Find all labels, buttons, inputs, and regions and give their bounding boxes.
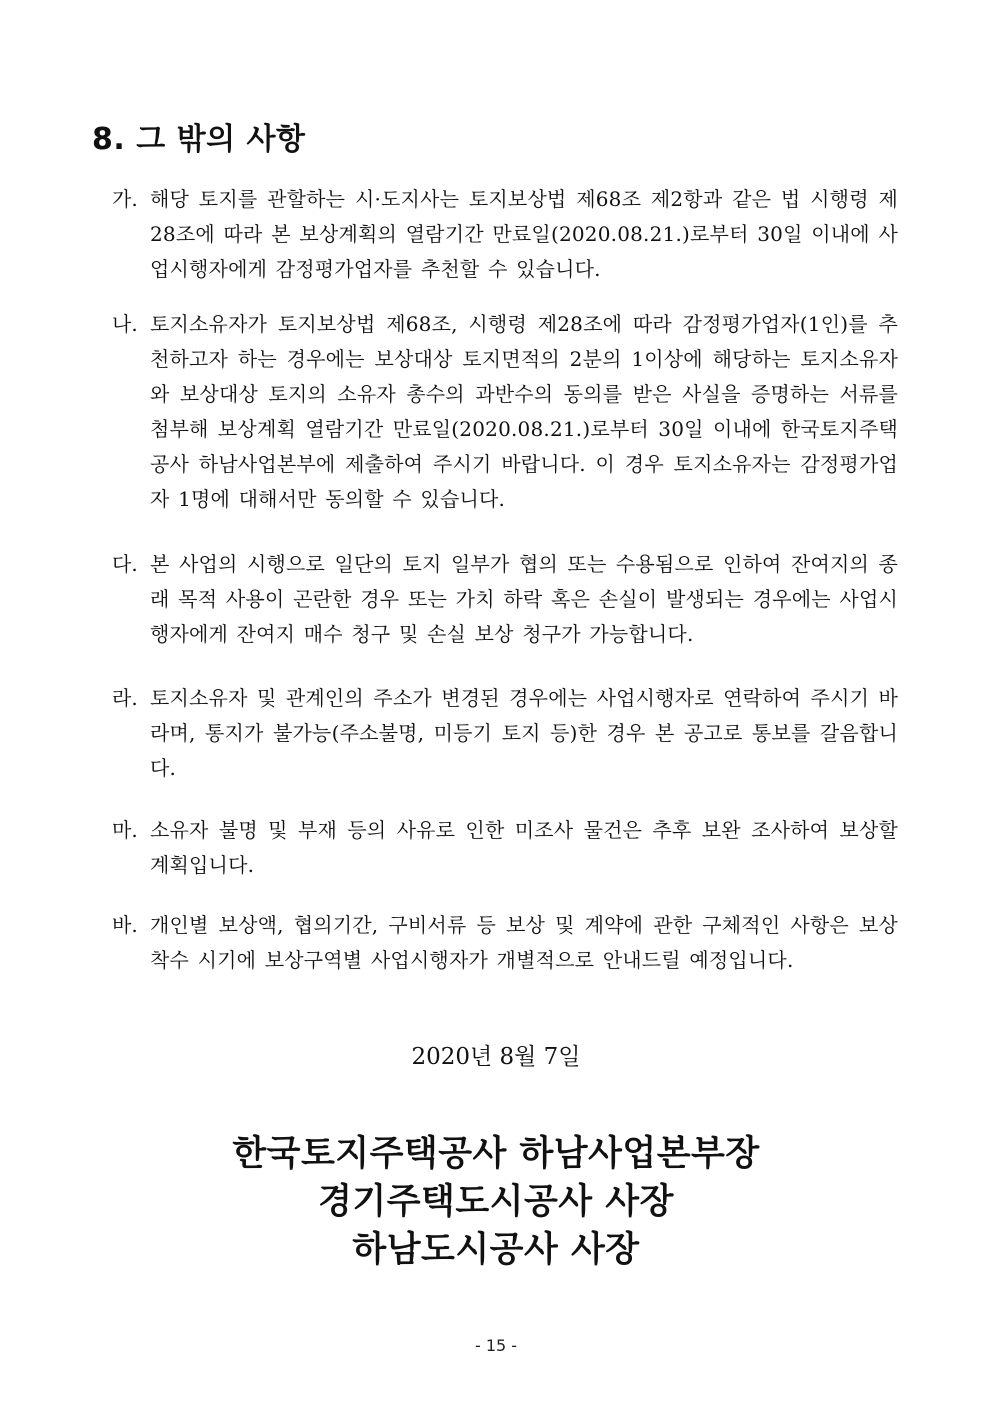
page-number: - 15 -: [474, 1336, 518, 1355]
section-title: 8. 그 밖의 사항: [92, 122, 306, 157]
notice-date: 2020년 8월 7일: [411, 1044, 581, 1070]
item-text: 소유자 불명 및 부재 등의 사유로 인한 미조사 물건은 추후 보완 조사하여 보상할 계획입니다.: [150, 818, 898, 877]
item-text: 해당 토지를 관할하는 시·도지사는 토지보상법 제68조 제2항과 같은 법 시행령 제28조에 따라 본 보상계획의 열람기간 만료일(2020.08.21.)로부터 30일 이내에 사업시행자에게 감정평가업자를 추천할 수 있습니다.: [150, 187, 898, 281]
item-marker: 나.: [112, 312, 138, 336]
signer-hudc: 하남도시공사 사장: [352, 1230, 640, 1270]
list-item-ra: [112, 681, 898, 786]
item-text: 개인별 보상액, 협의기간, 구비서류 등 보상 및 계약에 관한 구체적인 사항은 보상착수 시기에 보상구역별 사업시행자가 개별적으로 안내드릴 예정입니다.: [150, 913, 898, 972]
item-marker: 다.: [112, 552, 138, 576]
list-item-ba: [112, 908, 898, 978]
item-marker: 라.: [112, 686, 138, 710]
item-text: 토지소유자 및 관계인의 주소가 변경된 경우에는 사업시행자로 연락하여 주시기 바라며, 통지가 불가능(주소불명, 미등기 토지 등)한 경우 본 공고로 통보를 갈음합니다.: [150, 686, 898, 780]
list-item-ga: [112, 182, 898, 287]
item-marker: 바.: [112, 913, 138, 937]
signer-block: [0, 1130, 992, 1274]
list-item-na: [112, 307, 898, 517]
signer-lh: 한국토지주택공사 하남사업본부장: [232, 1134, 760, 1174]
signer-gh: 경기주택도시공사 사장: [318, 1182, 674, 1222]
item-marker: 마.: [112, 818, 138, 842]
item-text: 토지소유자가 토지보상법 제68조, 시행령 제28조에 따라 감정평가업자(1인)를 추천하고자 하는 경우에는 보상대상 토지면적의 2분의 1이상에 해당하는 토지소유자와 보상대상 토지의 소유자 총수의 과반수의 동의를 받은 사실을 증명하는 서류를 첨부해 보상계획 열람기간 만료일(2020.08.21.)로부터 30일 이내에 한국토지주택공사 하남사업본부에 제출하여 주시기 바랍니다. 이 경우 토지소유자는 감정평가업자 1명에 대해서만 동의할 수 있습니다.: [150, 312, 898, 511]
list-item-da: [112, 547, 898, 652]
item-text: 본 사업의 시행으로 일단의 토지 일부가 협의 또는 수용됨으로 인하여 잔여지의 종래 목적 사용이 곤란한 경우 또는 가치 하락 혹은 손실이 발생되는 경우에는 사업시행자에게 잔여지 매수 청구 및 손실 보상 청구가 가능합니다.: [150, 552, 898, 646]
list-item-ma: [112, 813, 898, 883]
item-marker: 가.: [112, 187, 138, 211]
